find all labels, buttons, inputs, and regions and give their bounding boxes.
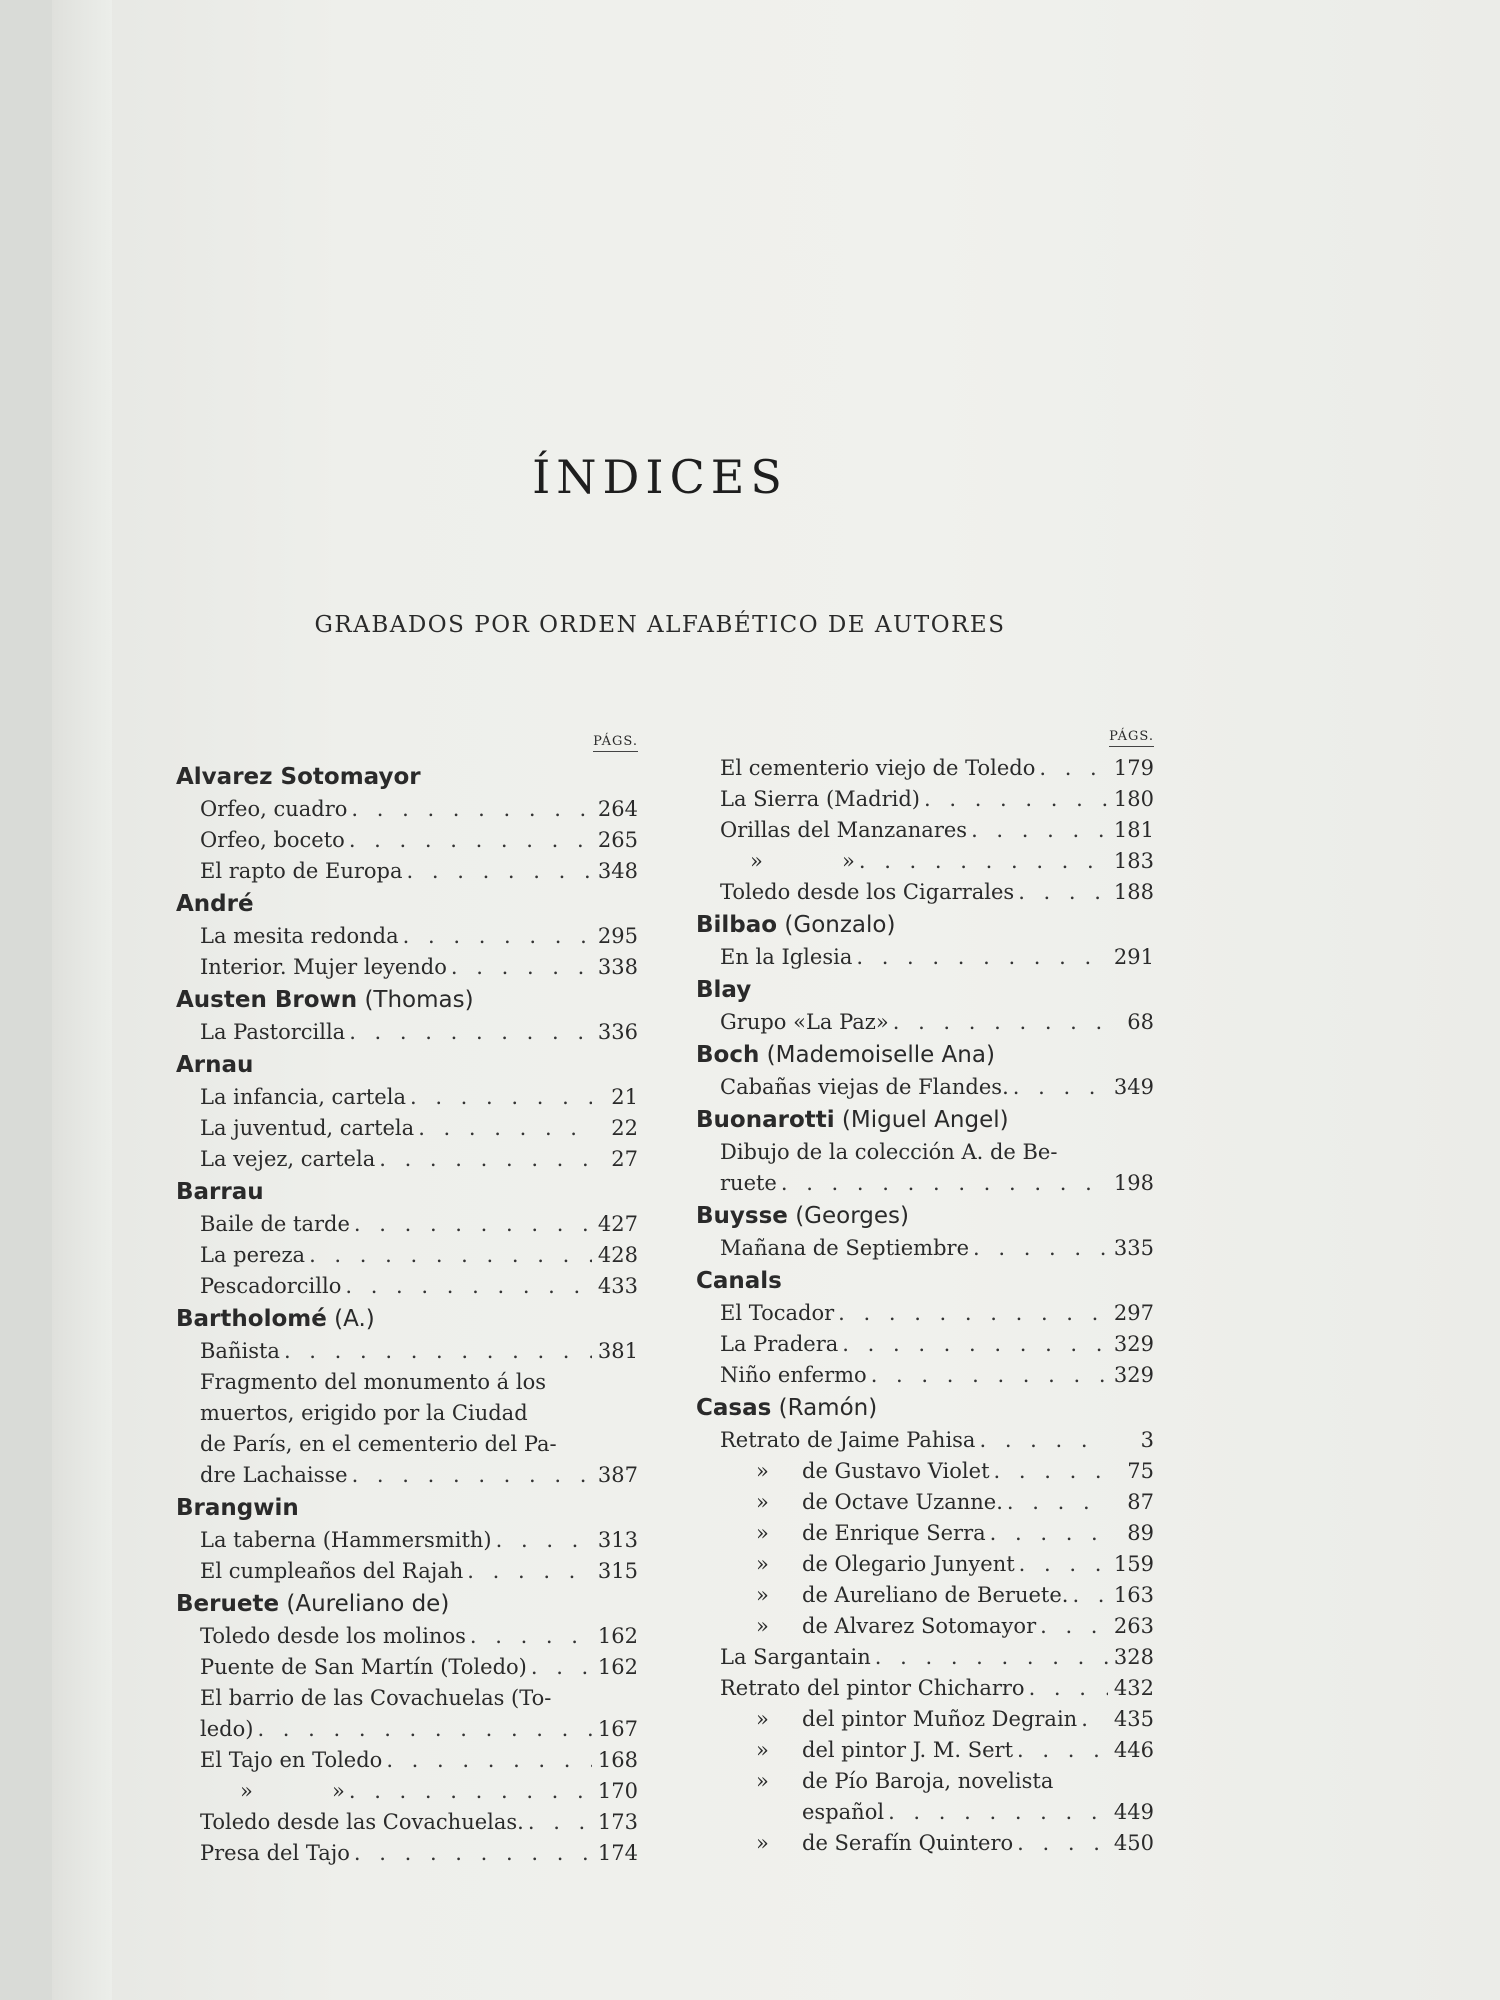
index-entry: El Tocador . . . 297 — [696, 1298, 1154, 1329]
index-entry: español . . . 449 — [696, 1797, 1154, 1828]
page-number: 68 — [1127, 1010, 1154, 1034]
index-entry: La vejez, cartela . . . 27 — [176, 1144, 638, 1175]
page-number: 89 — [1127, 1521, 1154, 1545]
index-entry-ditto: » de Olegario Junyent . . . 159 — [696, 1549, 1154, 1580]
index-entry: La juventud, cartela . . . 22 — [176, 1113, 638, 1144]
index-entry-ditto: » de Serafín Quintero . . . 450 — [696, 1828, 1154, 1859]
index-entry: ledo) . . . 167 — [176, 1714, 638, 1745]
page-number: 427 — [597, 1212, 638, 1236]
author-heading: Bartholomé (A.) — [176, 1306, 375, 1332]
ditto-mark: » — [756, 1459, 769, 1483]
page-number: 162 — [597, 1655, 638, 1679]
author-heading: Beruete (Aureliano de) — [176, 1591, 450, 1617]
index-column-right — [696, 725, 1154, 1859]
page-number: 162 — [597, 1624, 638, 1648]
page-number: 198 — [1113, 1171, 1154, 1195]
page-number: 263 — [1113, 1614, 1154, 1638]
page-number: 435 — [1113, 1707, 1154, 1731]
author-heading: Alvarez Sotomayor — [176, 764, 421, 790]
page-number: 349 — [1113, 1075, 1154, 1099]
author-heading: Austen Brown (Thomas) — [176, 987, 474, 1013]
index-entry: El rapto de Europa . . . 348 — [176, 856, 638, 887]
index-entry: Interior. Mujer leyendo . . . 338 — [176, 952, 638, 983]
page-number: 168 — [597, 1748, 638, 1772]
page-number: 295 — [597, 924, 638, 948]
index-entry: Puente de San Martín (Toledo) . . . 162 — [176, 1652, 638, 1683]
index-entry: La taberna (Hammersmith) . . . 313 — [176, 1525, 638, 1556]
index-entry: Mañana de Septiembre . . . 335 — [696, 1233, 1154, 1264]
index-entry: Orfeo, boceto . . . 265 — [176, 825, 638, 856]
index-entry: Toledo desde los molinos . . . 162 — [176, 1621, 638, 1652]
page-number: 264 — [597, 797, 638, 821]
page-number: 180 — [1113, 787, 1154, 811]
page-number: 174 — [597, 1841, 638, 1865]
index-entry-ditto: » de Octave Uzanne. . . . 87 — [696, 1487, 1154, 1518]
page-number: 75 — [1127, 1459, 1154, 1483]
entry-continuation: Dibujo de la colección A. de Be- — [720, 1140, 1058, 1164]
page-number: 328 — [1113, 1645, 1154, 1669]
index-column-left — [176, 730, 638, 1869]
index-entry: La infancia, cartela . . . 21 — [176, 1082, 638, 1113]
page-number: 432 — [1113, 1676, 1154, 1700]
entry-continuation: Fragmento del monumento á los — [200, 1370, 547, 1394]
author-heading: Barrau — [176, 1179, 264, 1205]
page-number: 336 — [597, 1020, 638, 1044]
section-subtitle: GRABADOS POR ORDEN ALFABÉTICO DE AUTORES — [314, 612, 1006, 638]
ditto-mark: » — [756, 1738, 769, 1762]
page-gutter — [52, 0, 112, 2000]
index-entry: Toledo desde los Cigarrales . . . 188 — [696, 877, 1154, 908]
page-number: 22 — [611, 1116, 638, 1140]
index-entry: El cementerio viejo de Toledo . . . 179 — [696, 753, 1154, 784]
index-entry: Toledo desde las Covachuelas. . . . 173 — [176, 1807, 638, 1838]
index-entry: Presa del Tajo . . . 174 — [176, 1838, 638, 1869]
page-number: 348 — [597, 859, 638, 883]
page-number: 163 — [1113, 1583, 1154, 1607]
page-number: 315 — [597, 1559, 638, 1583]
index-entry-ditto: » del pintor Muñoz Degrain . . . 435 — [696, 1704, 1154, 1735]
index-entry-ditto: » de Enrique Serra . . . 89 — [696, 1518, 1154, 1549]
page-number: 21 — [611, 1085, 638, 1109]
pages-header: PÁGS. — [1109, 729, 1154, 747]
author-heading: Brangwin — [176, 1495, 299, 1521]
page-number: 188 — [1113, 880, 1154, 904]
ditto-mark: » — [756, 1521, 769, 1545]
page-number: 291 — [1113, 945, 1154, 969]
index-entry-ditto: » » . . . 170 — [176, 1776, 638, 1807]
index-entry-ditto: » de Gustavo Violet . . . 75 — [696, 1456, 1154, 1487]
page-number: 173 — [597, 1810, 638, 1834]
page-title: ÍNDICES — [532, 450, 788, 504]
page-number: 338 — [597, 955, 638, 979]
pages-header: PÁGS. — [593, 734, 638, 752]
author-heading: Casas (Ramón) — [696, 1395, 878, 1421]
index-entry: dre Lachaisse . . . 387 — [176, 1460, 638, 1491]
ditto-mark: » — [756, 1490, 769, 1514]
index-entry-ditto: » del pintor J. M. Sert . . . 446 — [696, 1735, 1154, 1766]
index-entry: Pescadorcillo . . . 433 — [176, 1271, 638, 1302]
index-entry: Baile de tarde . . . 427 — [176, 1209, 638, 1240]
page-number: 167 — [597, 1717, 638, 1741]
entry-continuation: muertos, erigido por la Ciudad — [200, 1401, 528, 1425]
index-entry: La pereza . . . 428 — [176, 1240, 638, 1271]
ditto-mark: » — [756, 1552, 769, 1576]
author-heading: Boch (Mademoiselle Ana) — [696, 1042, 995, 1068]
index-entry-ditto: » de Pío Baroja, novelista — [756, 1769, 1054, 1793]
entry-continuation: de París, en el cementerio del Pa- — [200, 1432, 557, 1456]
page-number: 446 — [1113, 1738, 1154, 1762]
index-entry: El Tajo en Toledo . . . 168 — [176, 1745, 638, 1776]
index-entry: Retrato de Jaime Pahisa . . . 3 — [696, 1425, 1154, 1456]
page-number: 27 — [611, 1147, 638, 1171]
index-entry: ruete . . . 198 — [696, 1168, 1154, 1199]
index-entry: Grupo «La Paz» . . . 68 — [696, 1007, 1154, 1038]
author-heading: Arnau — [176, 1052, 254, 1078]
page-number: 181 — [1113, 818, 1154, 842]
index-entry: Bañista . . . 381 — [176, 1336, 638, 1367]
ditto-mark: » — [756, 1583, 769, 1607]
page-number: 433 — [597, 1274, 638, 1298]
index-entry: La Sierra (Madrid) . . . 180 — [696, 784, 1154, 815]
page-number: 265 — [597, 828, 638, 852]
index-entry: La Pastorcilla . . . 336 — [176, 1017, 638, 1048]
index-entry: La Sargantain . . . 328 — [696, 1642, 1154, 1673]
page-number: 159 — [1113, 1552, 1154, 1576]
author-heading: André — [176, 891, 254, 917]
index-entry: Niño enfermo . . . 329 — [696, 1360, 1154, 1391]
index-entry: Cabañas viejas de Flandes. . . . 349 — [696, 1072, 1154, 1103]
author-heading: Blay — [696, 977, 752, 1003]
page-number: 313 — [597, 1528, 638, 1552]
page-number: 297 — [1113, 1301, 1154, 1325]
ditto-mark: » — [756, 1707, 769, 1731]
index-entry-ditto: » de Aureliano de Beruete. . . . 163 — [696, 1580, 1154, 1611]
page-number: 3 — [1140, 1428, 1154, 1452]
index-entry-ditto: » de Alvarez Sotomayor . . . 263 — [696, 1611, 1154, 1642]
ditto-mark: » — [756, 1614, 769, 1638]
index-entry: La Pradera . . . 329 — [696, 1329, 1154, 1360]
entry-continuation: El barrio de las Covachuelas (To- — [200, 1686, 552, 1710]
index-entry: Retrato del pintor Chicharro . . . 432 — [696, 1673, 1154, 1704]
author-heading: Bilbao (Gonzalo) — [696, 912, 896, 938]
index-entry: Orillas del Manzanares . . . 181 — [696, 815, 1154, 846]
index-entry: Orfeo, cuadro . . . 264 — [176, 794, 638, 825]
page-number: 428 — [597, 1243, 638, 1267]
author-heading: Buonarotti (Miguel Angel) — [696, 1107, 1009, 1133]
page-number: 335 — [1113, 1236, 1154, 1260]
page-number: 329 — [1113, 1363, 1154, 1387]
index-entry: La mesita redonda . . . 295 — [176, 921, 638, 952]
index-entry-ditto: » » . . . 183 — [696, 846, 1154, 877]
index-entry: En la Iglesia . . . 291 — [696, 942, 1154, 973]
page-number: 87 — [1127, 1490, 1154, 1514]
author-heading: Canals — [696, 1268, 782, 1294]
page-number: 179 — [1113, 756, 1154, 780]
author-heading: Buysse (Georges) — [696, 1203, 909, 1229]
index-entry: El cumpleaños del Rajah . . . 315 — [176, 1556, 638, 1587]
page-number: 329 — [1113, 1332, 1154, 1356]
